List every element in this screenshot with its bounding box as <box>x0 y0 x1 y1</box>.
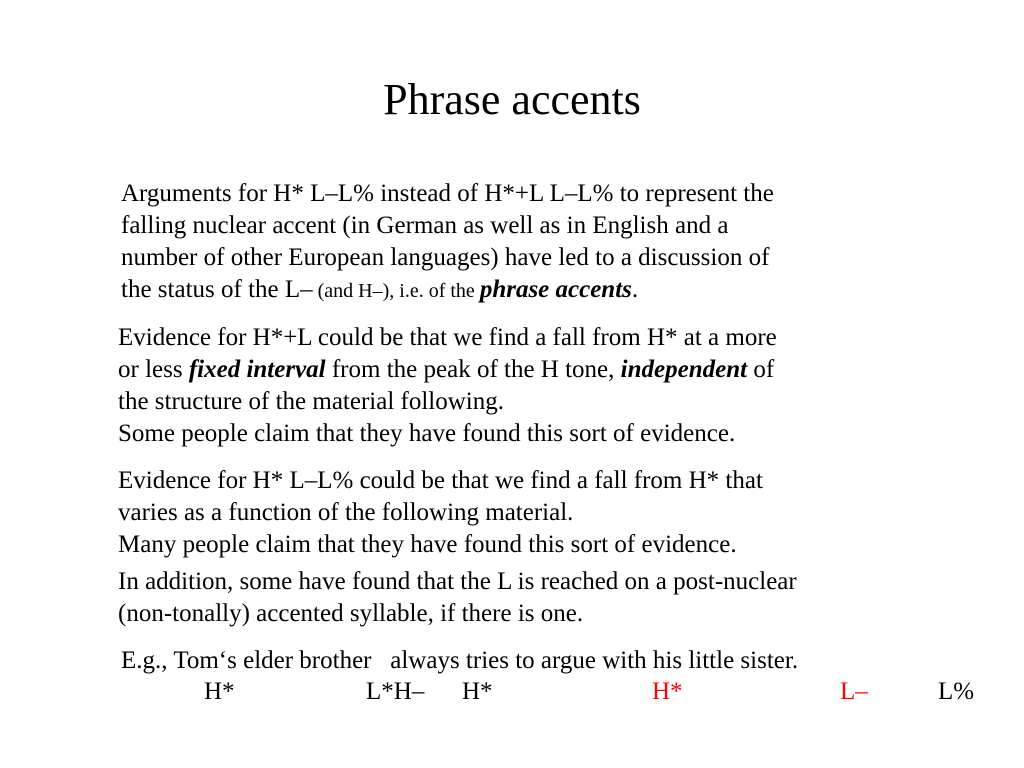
tone-label-highlighted: H* <box>652 678 683 705</box>
text-run-small: (and H–), i.e. of the <box>312 280 480 302</box>
emphasis-fixed-interval: fixed interval <box>188 356 326 383</box>
tone-label: H* <box>204 678 235 705</box>
text-run: the status of the L– <box>121 276 313 303</box>
text-line: In addition, some have found that the L is reached on a post-nuclear <box>118 568 797 595</box>
paragraph-evidence-h-l-l <box>118 465 763 561</box>
emphasis-phrase-accents: phrase accents <box>479 276 632 303</box>
text-line: falling nuclear accent (in German as well as in English and a <box>121 212 729 239</box>
example-sentence: E.g., Tom‘s elder brother always tries to argue with his little sister. <box>121 647 799 674</box>
tone-label: L% <box>938 678 975 705</box>
text-run: . <box>631 276 639 303</box>
paragraph-evidence-h-plus-l <box>118 322 777 450</box>
text-line: the structure of the material following. <box>118 388 504 415</box>
paragraph-arguments <box>121 178 774 307</box>
slide-title: Phrase accents <box>383 75 641 124</box>
text-line <box>118 354 777 386</box>
text-line: Some people claim that they have found this sort of evidence. <box>118 420 736 447</box>
text-run: or less <box>118 356 189 383</box>
text-line: Evidence for H*+L could be that we find a fall from H* at a more <box>118 324 777 351</box>
text-line: number of other European languages) have led to a discussion of <box>121 244 770 271</box>
emphasis-independent: independent <box>620 356 748 383</box>
text-line: varies as a function of the following material. <box>118 499 574 526</box>
tone-label: L*H– <box>366 678 425 705</box>
text-run: of <box>747 356 775 383</box>
text-line: Arguments for H* L–L% instead of H*+L L–L% to represent the <box>121 180 774 207</box>
text-line: Evidence for H* L–L% could be that we find a fall from H* that <box>118 467 763 494</box>
text-line <box>121 274 774 307</box>
text-line: Many people claim that they have found this sort of evidence. <box>118 531 737 558</box>
paragraph-post-nuclear <box>118 566 797 630</box>
tone-label-highlighted: L– <box>840 678 868 705</box>
tone-label: H* <box>462 678 493 705</box>
text-run: from the peak of the H tone, <box>325 356 621 383</box>
text-line: (non-tonally) accented syllable, if there is one. <box>118 600 584 627</box>
